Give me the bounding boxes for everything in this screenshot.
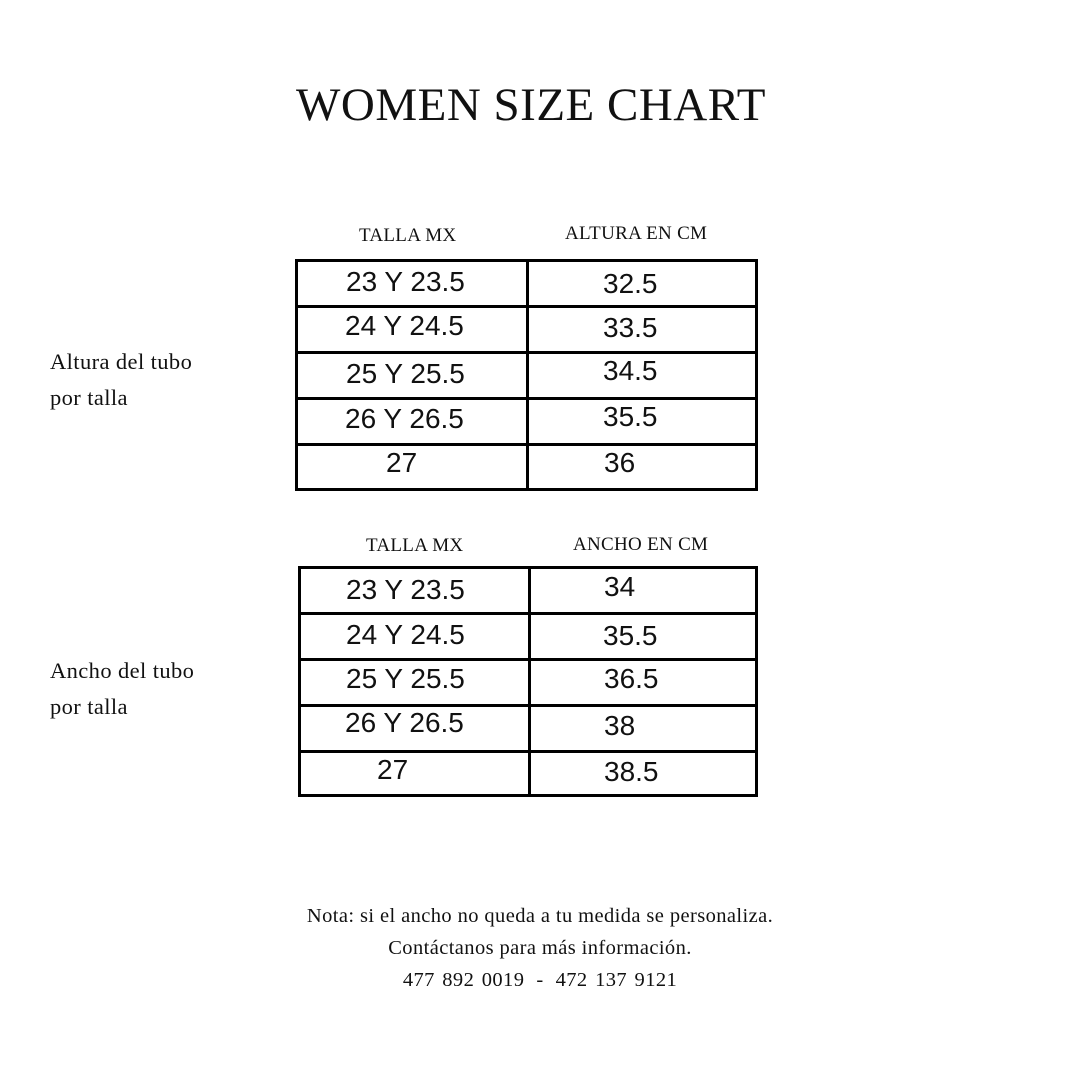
height-table-value-header: ALTURA EN CM (565, 223, 708, 244)
size-cell: 24 Y 24.5 (345, 310, 464, 341)
height-section-label (50, 344, 192, 416)
width-table-size-header: TALLA MX (366, 535, 464, 556)
size-cell: 25 Y 25.5 (346, 358, 465, 389)
table-row (298, 308, 755, 354)
width-section-label (50, 653, 194, 725)
height-cell: 36 (604, 447, 636, 478)
width-cell: 38 (604, 710, 636, 741)
height-cell: 33.5 (603, 312, 658, 343)
table-row (301, 707, 755, 753)
phone-number-1: 477 892 0019 (402, 969, 525, 991)
table-row (298, 400, 755, 446)
height-cell: 34.5 (603, 355, 658, 386)
table-row (301, 569, 755, 615)
size-cell: 26 Y 26.5 (345, 403, 464, 434)
phone-separator: - (536, 969, 544, 991)
height-cell: 35.5 (603, 401, 658, 432)
height-cell: 32.5 (603, 268, 658, 299)
width-table-value-header: ANCHO EN CM (573, 534, 709, 555)
size-cell: 26 Y 26.5 (345, 707, 464, 738)
width-section-label-line1: Ancho del tubo (50, 658, 195, 683)
note-line-1: Nota: si el ancho no queda a tu medida se personaliza. (306, 905, 774, 927)
table-row (301, 661, 755, 707)
width-cell: 35.5 (603, 620, 658, 651)
height-section-label-line2: por talla (50, 385, 128, 410)
contact-note (0, 900, 1080, 996)
size-cell: 27 (377, 754, 409, 785)
width-section-label-line2: por talla (50, 694, 128, 719)
note-line-2: Contáctanos para más información. (388, 937, 692, 959)
phone-number-2: 472 137 9121 (555, 969, 678, 991)
size-cell: 23 Y 23.5 (346, 266, 465, 297)
width-cell: 38.5 (604, 756, 659, 787)
table-row (301, 753, 755, 796)
page-title: WOMEN SIZE CHART (296, 79, 766, 131)
size-cell: 24 Y 24.5 (346, 619, 465, 650)
height-section-label-line1: Altura del tubo (50, 349, 193, 374)
size-cell: 25 Y 25.5 (346, 663, 465, 694)
width-cell: 34 (604, 571, 636, 602)
size-cell: 27 (386, 447, 418, 478)
height-size-table (295, 259, 758, 491)
table-row (298, 446, 755, 489)
table-row (301, 615, 755, 661)
width-size-table (298, 566, 758, 797)
width-cell: 36.5 (604, 663, 659, 694)
height-table-size-header: TALLA MX (359, 225, 457, 246)
table-row (298, 354, 755, 400)
size-cell: 23 Y 23.5 (346, 574, 465, 605)
phone-numbers (0, 964, 1080, 996)
table-row (298, 262, 755, 308)
